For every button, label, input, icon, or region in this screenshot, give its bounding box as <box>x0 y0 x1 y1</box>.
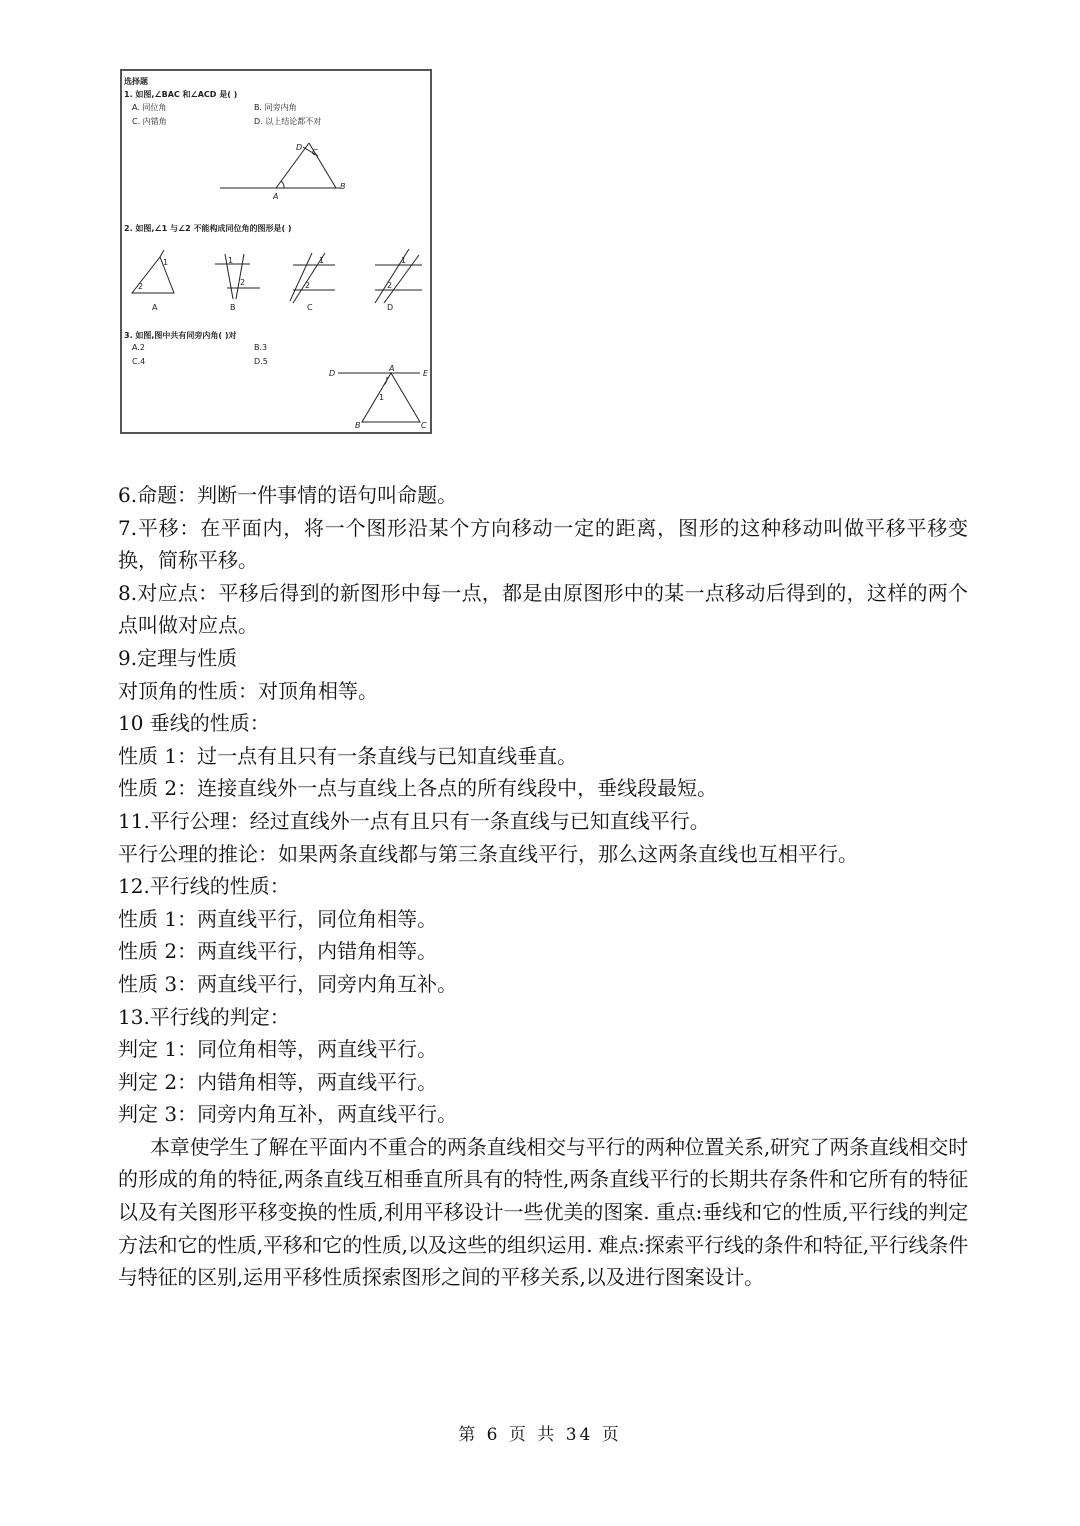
text-line-perpendicular-property-2: 性质 2：连接直线外一点与直线上各点的所有线段中，垂线段最短。 <box>118 776 718 801</box>
q2-option-c-label: C <box>307 303 313 312</box>
q3-option-d: D.5 <box>254 357 268 366</box>
q2a-angle-2: 2 <box>138 282 144 291</box>
text-line-parallel-corollary: 平行公理的推论：如果两条直线都与第三条直线平行，那么这两条直线也互相平行。 <box>118 841 858 866</box>
q3-label-b: B <box>355 421 361 430</box>
q2-figure-b <box>215 254 260 299</box>
q2c-angle-1: 1 <box>319 256 325 265</box>
text-line-parallel-property-3: 性质 3：两直线平行，同旁内角互补。 <box>118 971 458 996</box>
q3-label-c: C <box>421 421 427 430</box>
text-line-perpendicular-heading: 10 垂线的性质： <box>118 711 270 736</box>
exercise-diagrams <box>122 71 432 434</box>
q2b-transversal-2 <box>236 254 244 299</box>
q3-option-b: B.3 <box>254 343 268 352</box>
q3-angle-arc <box>384 377 387 385</box>
text-line-parallel-property-2: 性质 2：两直线平行，内错角相等。 <box>118 939 438 964</box>
exercise-heading: 选择题 <box>124 77 148 86</box>
text-line-parallel-criterion-2: 判定 2：内错角相等，两直线平行。 <box>118 1069 438 1094</box>
q3-option-c: C.4 <box>132 357 146 366</box>
q2-option-b-label: B <box>230 303 236 312</box>
text-line-parallel-properties-heading: 12.平行线的性质： <box>118 874 290 899</box>
document-body <box>118 479 968 1294</box>
q2b-angle-1: 1 <box>228 256 234 265</box>
q3-triangle-abc <box>362 373 420 422</box>
q2b-angle-2: 2 <box>240 278 246 287</box>
q1-label-c: C <box>312 148 318 157</box>
q2c-transversal-2 <box>290 253 312 301</box>
chapter-summary-paragraph: 本章使学生了解在平面内不重合的两条直线相交与平行的两种位置关系,研究了两条直线相交时的形成的角的特征,两条直线互相垂直所具有的特性,两条直线平行的长期共存条件和它所有的特征以及有关图形平移变换的性质,利用平移设计一些优美的图案. 重点:垂线和它的性质,平行线的判定方法和它的性质,平移和它的性质,以及这些的组织运用. 难点:探索平行线的条件和特征,平行线条件与特征的区别,运用平移性质探索图形之间的平移关系,以及进行图案设计。 <box>118 1134 968 1290</box>
q3-stem: 3. 如图,图中共有同旁内角( )对 <box>124 331 237 340</box>
q2d-angle-2: 2 <box>387 281 393 290</box>
q2a-extension <box>160 250 164 257</box>
text-line-parallel-criteria-heading: 13.平行线的判定： <box>118 1004 290 1029</box>
q1-stem: 1. 如图,∠BAC 和∠ACD 是( ) <box>124 90 238 99</box>
text-line-parallel-property-1: 性质 1：两直线平行，同位角相等。 <box>118 906 438 931</box>
q2-option-d-label: D <box>387 303 394 312</box>
q3-label-e: E <box>423 369 429 378</box>
text-line-definition-translation: 7.平移：在平面内，将一个图形沿某个方向移动一定的距离，图形的这种移动叫做平移平移变换，简称平移。 <box>118 515 968 573</box>
q1-option-b: B. 同旁内角 <box>254 103 297 112</box>
q2-stem: 2. 如图,∠1 与∠2 不能构成同位角的图形是( ) <box>124 224 292 233</box>
q1-option-c: C. 内错角 <box>132 117 167 126</box>
q2c-angle-2: 2 <box>305 281 311 290</box>
q2d-angle-1: 1 <box>401 256 407 265</box>
q3-option-a: A.2 <box>132 343 145 352</box>
page-number-footer: 第 6 页 共 34 页 <box>458 1425 622 1445</box>
q2-figure-c <box>290 253 335 303</box>
text-line-vertical-angles: 对顶角的性质：对顶角相等。 <box>118 678 378 703</box>
q1-option-d: D. 以上结论都不对 <box>254 117 322 126</box>
text-line-definition-proposition: 6.命题：判断一件事情的语句叫命题。 <box>118 483 458 507</box>
q3-label-1: 1 <box>379 393 385 402</box>
q1-label-b: B <box>340 182 346 191</box>
q2-option-a-label: A <box>152 303 158 312</box>
q1-label-a: A <box>273 192 279 201</box>
q1-angle-arc <box>281 181 284 188</box>
text-line-parallel-criterion-1: 判定 1：同位角相等，两直线平行。 <box>118 1037 438 1062</box>
q2a-angle-1: 1 <box>163 258 169 267</box>
text-line-theorems-heading: 9.定理与性质 <box>118 645 238 670</box>
q3-label-a: A <box>389 364 395 373</box>
q1-option-a: A. 同位角 <box>132 103 167 112</box>
q2-figure-d <box>375 249 422 303</box>
q3-label-d: D <box>329 369 336 378</box>
text-line-definition-corresponding-point: 8.对应点：平移后得到的新图形中每一点，都是由原图形中的某一点移动后得到的，这样的两个点叫做对应点。 <box>118 580 968 638</box>
scanned-exercise-image <box>120 69 432 434</box>
text-line-perpendicular-property-1: 性质 1：过一点有且只有一条直线与已知直线垂直。 <box>118 743 578 768</box>
q1-diagram <box>220 143 340 188</box>
text-line-parallel-criterion-3: 判定 3：同旁内角互补，两直线平行。 <box>118 1102 458 1127</box>
text-line-parallel-axiom: 11.平行公理：经过直线外一点有且只有一条直线与已知直线平行。 <box>118 808 710 833</box>
q1-label-d: D <box>296 143 303 152</box>
